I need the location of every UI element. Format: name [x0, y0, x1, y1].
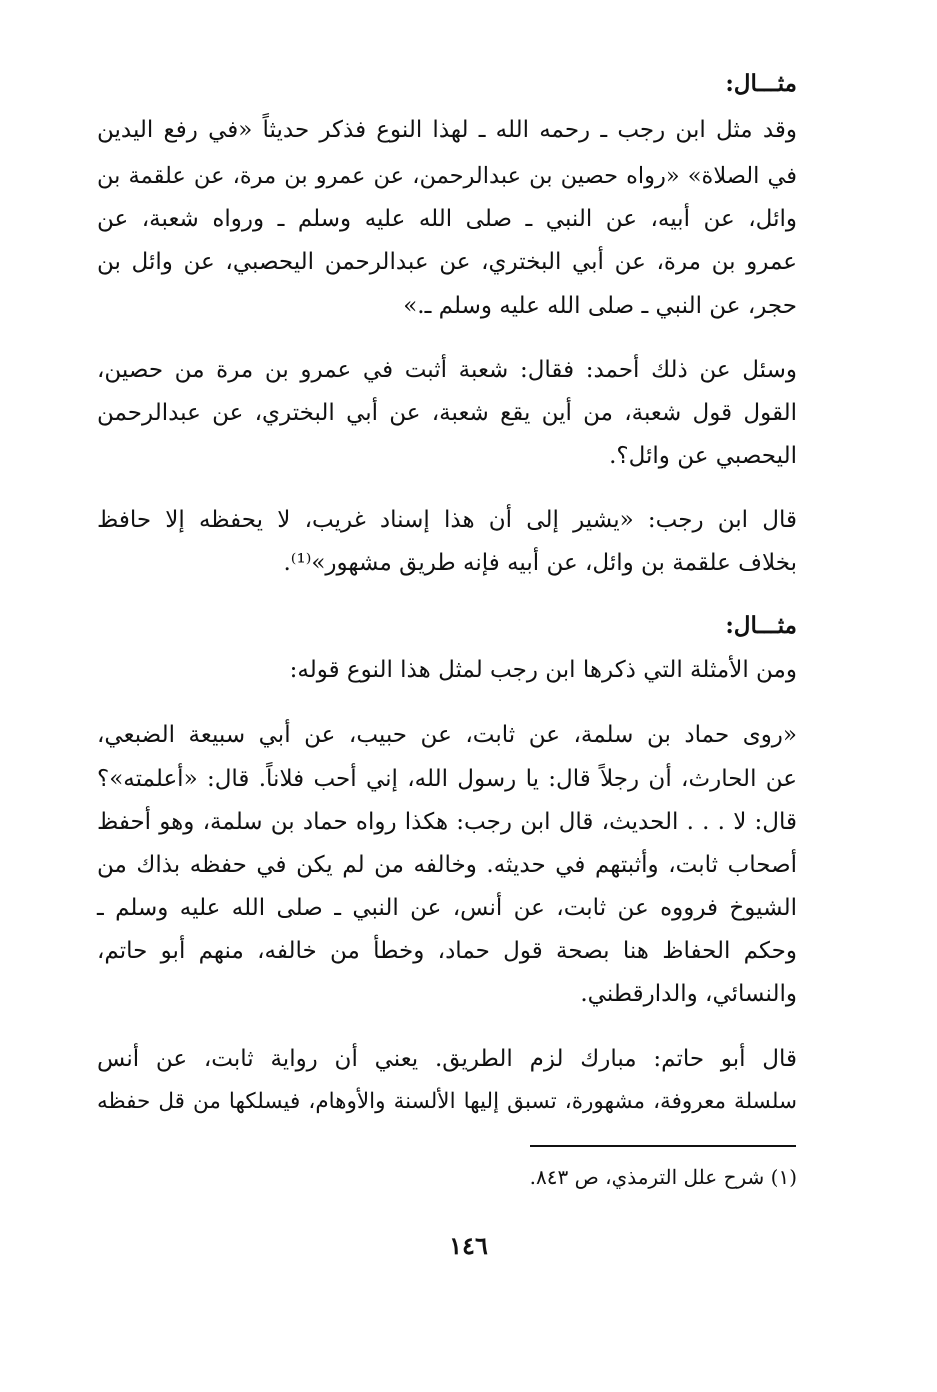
text-line: وسئل عن ذلك أحمد: فقال: شعبة أثبت في عمرو بن مرة من حصين،	[97, 357, 797, 383]
text-line: وحكم الحفاظ هنا بصحة قول حماد، وخطأ من خالفه، منهم أبو حاتم،	[97, 938, 797, 964]
text-line: قال أبو حاتم: مبارك لزم الطريق. يعني أن رواية ثابت، عن أنس	[97, 1046, 797, 1072]
example-heading: مثـــال:	[725, 70, 797, 97]
page-number: ١٤٦	[449, 1231, 488, 1260]
text-line: «روى حماد بن سلمة، عن ثابت، عن حبيب، عن أبي سبيعة الضبعي،	[97, 722, 797, 748]
text-line: وائل، عن أبيه، عن النبي ـ صلى الله عليه وسلم ـ ورواه شعبة، عن	[97, 206, 797, 232]
text-line: ومن الأمثلة التي ذكرها ابن رجب لمثل هذا النوع قوله:	[289, 657, 797, 683]
text-line: عمرو بن مرة، عن أبي البختري، عن عبدالرحمن اليحصبي، عن وائل بن	[97, 249, 797, 275]
text-line: القول قول شعبة، من أين يقع شعبة، عن أبي البختري، عن عبدالرحمن	[97, 400, 797, 426]
text-line: والنسائي، والدارقطني.	[580, 981, 797, 1007]
text-line: أصحاب ثابت، وأثبتهم في حديثه. وخالفه من لم يكن في حفظه بذاك من	[97, 852, 797, 878]
text-line: وقد مثل ابن رجب ـ رحمه الله ـ لهذا النوع فذكر حديثاً «في رفع اليدين	[97, 117, 797, 143]
text-line: حجر، عن النبي ـ صلى الله عليه وسلم ـ.»	[403, 293, 797, 319]
text-line: اليحصبي عن وائل؟.	[609, 443, 797, 469]
text-line: قال ابن رجب: «يشير إلى أن هذا إسناد غريب، لا يحفظه إلا حافظ	[97, 507, 797, 533]
footnote: (١) شرح علل الترمذي، ص ٨٤٣.	[529, 1165, 797, 1189]
example-heading: مثـــال:	[725, 612, 797, 639]
text-line: عن الحارث، أن رجلاً قال: يا رسول الله، إني أحب فلاناً. قال: «أعلمته»؟	[97, 766, 797, 792]
text-line: بخلاف علقمة بن وائل، عن أبيه فإنه طريق مشهور»⁽¹⁾.	[283, 550, 797, 576]
text-line: في الصلاة» «رواه حصين بن عبدالرحمن، عن عمرو بن مرة، عن علقمة بن	[97, 163, 797, 189]
text-line: الشيوخ فرووه عن ثابت، عن أنس، عن النبي ـ صلى الله عليه وسلم ـ	[97, 895, 797, 921]
footnote-divider	[530, 1145, 796, 1147]
text-line: قال: لا . . . الحديث، قال ابن رجب: هكذا رواه حماد بن سلمة، وهو أحفظ	[97, 809, 797, 835]
text-line: سلسلة معروفة، مشهورة، تسبق إليها الألسنة والأوهام، فيسلكها من قل حفظه	[97, 1089, 797, 1114]
